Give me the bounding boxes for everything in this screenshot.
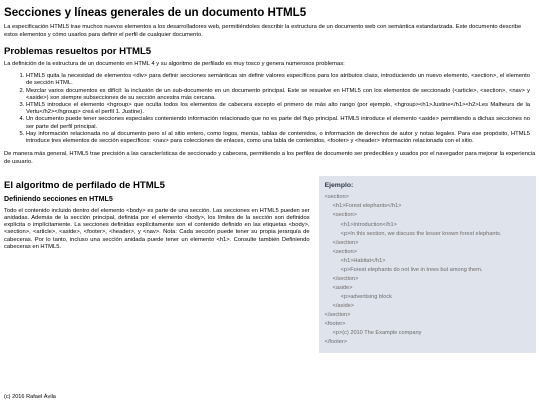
summary-paragraph: De manera más general, HTML5 trae precisión a las características de seccionado y cabecera, permitiendo a los perfiles de documento ser predecibles y usados por el navegador para mejorar la experiencia de usuario. bbox=[4, 151, 536, 165]
code-line: </section> bbox=[332, 275, 359, 282]
problems-list bbox=[4, 73, 536, 145]
algorithm-body: Todo el contenido incluido dentro del elemento <body> es parte de una sección. Las secciones en HTML5 pueden ser anidadas. Además de la sección principal, definida por el elemento <body>, los límites de la sección son definidos explícita o implícitamente. La secciones definidas explícitamente son el contenido definido en las etiquetas <body>, <section>, <article>, <aside>, <footer>, <header>, y <nav>. Nota: Cada sección puede tener su propia jerarquía de cabeceras. Por lo tanto, incluso una sección anidada puede tener un elemento <h1>. Consulte también Definiendo cabeceras en HTML5. bbox=[4, 207, 310, 250]
list-item: 4. Un documento puede tener secciones especiales conteniendo información relacionado que no es parte del flujo principal. HTML5 introduce el elemento <aside> permitiendo a dichas secciones no ser parte del perfil principal. bbox=[26, 116, 536, 130]
example-title: Ejemplo: bbox=[324, 181, 354, 189]
code-line: <aside> bbox=[332, 284, 353, 291]
code-line: </section> bbox=[332, 239, 359, 246]
code-line: <h1>Habitat</h1> bbox=[340, 257, 386, 264]
list-item: 5. Hay información relacionada no al documento pero sí al sitio entero, como logos, menús, tablas de contenidos, o información de derechos de autor y notas legales. Para ese propósito, HTML5 introduce tres elementos de sección específicos: <nav> para colecciones de enlaces, como una tabla de contenidos, <footer> y <header> información relacionada con el sitio. bbox=[26, 131, 536, 145]
code-line: <p>advertising block bbox=[340, 293, 392, 300]
code-line: <section> bbox=[332, 248, 357, 255]
list-item: 2. Mezclar varios documentos es difícil: la inclusión de un sub-documento en un documento principal. Este se resuelve en HTML5 con los elementos de seccionado (<article>, <section>, <nav> y <aside>) son siempre subsecciones de su sección ancestra más cercana. bbox=[26, 88, 536, 102]
page-title: Secciones y líneas generales de un documento HTML5 bbox=[4, 6, 307, 19]
code-line: <footer> bbox=[324, 321, 346, 328]
problems-heading: Problemas resueltos por HTML5 bbox=[4, 45, 152, 57]
code-line: <p>(c) 2010 The Example company bbox=[332, 330, 422, 337]
code-line: </footer> bbox=[324, 339, 348, 346]
code-line: <h1>Introduction</h1> bbox=[340, 221, 397, 228]
code-line: <section> bbox=[324, 194, 349, 201]
code-line: <p>Forest elephants do not live in trees but among them. bbox=[340, 266, 483, 273]
example-box bbox=[319, 176, 536, 353]
algorithm-section bbox=[4, 180, 310, 251]
list-item: 1. HTML5 quita la necesidad de elementos <div> para definir secciones semánticas sin definir valores específicos para los atributos class, introduciendo un nuevo elemento, <section>, el elemento de sección HTML. bbox=[26, 73, 536, 87]
code-line: <p>In this section, we discuss the lesser known forest elephants. bbox=[340, 230, 502, 237]
bottom-section bbox=[4, 180, 536, 353]
algorithm-heading: El algoritmo de perfilado de HTML5 bbox=[4, 179, 165, 191]
code-line: </aside> bbox=[332, 302, 355, 309]
list-item: 3. HTML5 introduce el elemento <hgroup> que oculta todos los elementos de cabecera excepto el primero de más alto rango (por ejemplo, <hgroup><h1>Justine</h1><h2>Les Malheurs de la Vertu</h2></hgroup> creá el perfil 1. Justine). bbox=[26, 102, 536, 116]
page-footer: (c) 2016 Rafael Ávila bbox=[4, 394, 56, 400]
code-line: <h1>Forest elephants</h1> bbox=[332, 203, 402, 210]
intro-paragraph: La especificación HTML5 trae muchos nuevos elementos a los desarrolladores web, permitiéndoles describir la estructura de un documento web con semántica estandarizada. Este documento describe estos elementos y cómo usarlos para definir el perfil de cualquier documento. bbox=[4, 24, 522, 38]
problems-lead: La definición de la estructura de un documento en HTML 4 y su algoritmo de perfilado es muy tosco y genera numerosos problemas: bbox=[4, 60, 345, 67]
code-line: <section> bbox=[332, 212, 357, 219]
algorithm-subheading: Definiendo secciones en HTML5 bbox=[4, 194, 113, 203]
code-line: </section> bbox=[324, 311, 351, 318]
